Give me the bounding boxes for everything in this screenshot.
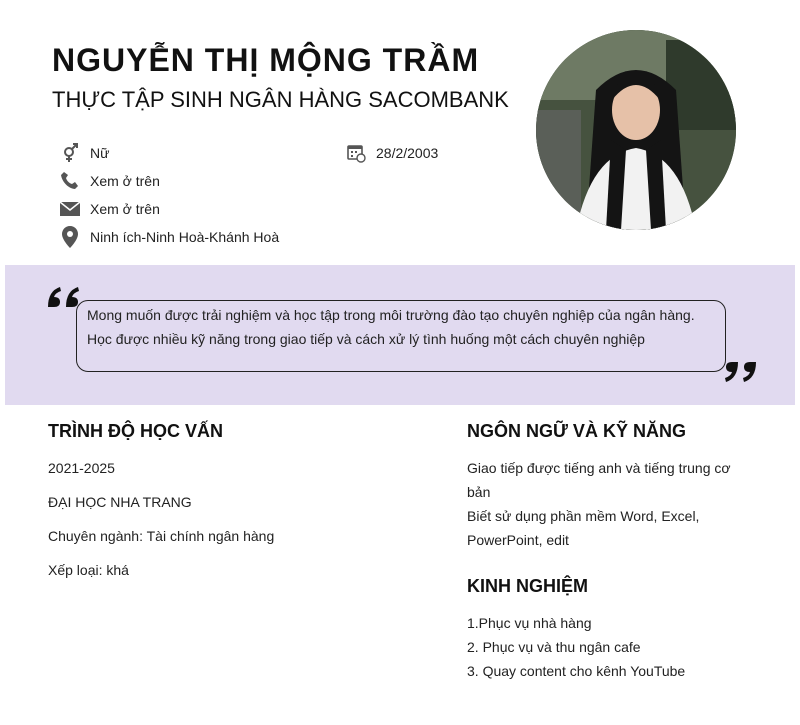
address-row [60, 227, 279, 247]
phone-row [60, 171, 160, 191]
address-value: Ninh ích-Ninh Hoà-Khánh Hoà [90, 229, 280, 245]
objective-line-2: Học được nhiều kỹ năng trong giao tiếp và cách xử lý tình huống một cách chuyên nghiệp [87, 331, 645, 347]
education-school: ĐẠI HỌC NHA TRANG [48, 494, 192, 510]
candidate-name: NGUYỄN THỊ MỘNG TRẦM [52, 42, 480, 78]
email-row [60, 199, 160, 219]
objective-line-1: Mong muốn được trải nghiệm và học tập trong môi trường đào tạo chuyên nghiệp của ngân hàng. [87, 307, 695, 323]
education-grade: Xếp loại: khá [48, 562, 129, 578]
phone-icon [60, 171, 80, 191]
gender-row [60, 143, 109, 163]
close-quote-icon [722, 360, 758, 386]
calendar-icon [346, 143, 366, 163]
experience-item: 1.Phục vụ nhà hàng [467, 615, 592, 631]
experience-item: 3. Quay content cho kênh YouTube [467, 663, 686, 679]
skill-item: Giao tiếp được tiếng anh và tiếng trung cơ bản [467, 460, 731, 500]
objective-box [76, 300, 726, 372]
job-title: THỰC TẬP SINH NGÂN HÀNG SACOMBANK [52, 87, 509, 112]
education-heading: TRÌNH ĐỘ HỌC VẤN [48, 421, 223, 441]
education-years: 2021-2025 [48, 460, 115, 476]
mail-icon [60, 199, 80, 219]
location-pin-icon [60, 227, 80, 247]
skills-heading: NGÔN NGỮ VÀ KỸ NĂNG [467, 421, 686, 441]
phone-value: Xem ở trên [90, 173, 160, 189]
skill-item: Biết sử dụng phần mềm Word, Excel, PowerPoint, edit [467, 508, 700, 548]
email-value: Xem ở trên [90, 201, 160, 217]
skills-list [467, 456, 737, 552]
profile-photo [536, 30, 736, 230]
birthday-row [346, 143, 438, 163]
gender-value: Nữ [90, 145, 110, 161]
experience-list [467, 611, 737, 683]
birthday-value: 28/2/2003 [376, 145, 439, 161]
experience-item: 2. Phục vụ và thu ngân cafe [467, 639, 641, 655]
experience-heading: KINH NGHIỆM [467, 576, 588, 596]
education-major: Chuyên ngành: Tài chính ngân hàng [48, 528, 275, 544]
gender-icon [60, 143, 80, 163]
